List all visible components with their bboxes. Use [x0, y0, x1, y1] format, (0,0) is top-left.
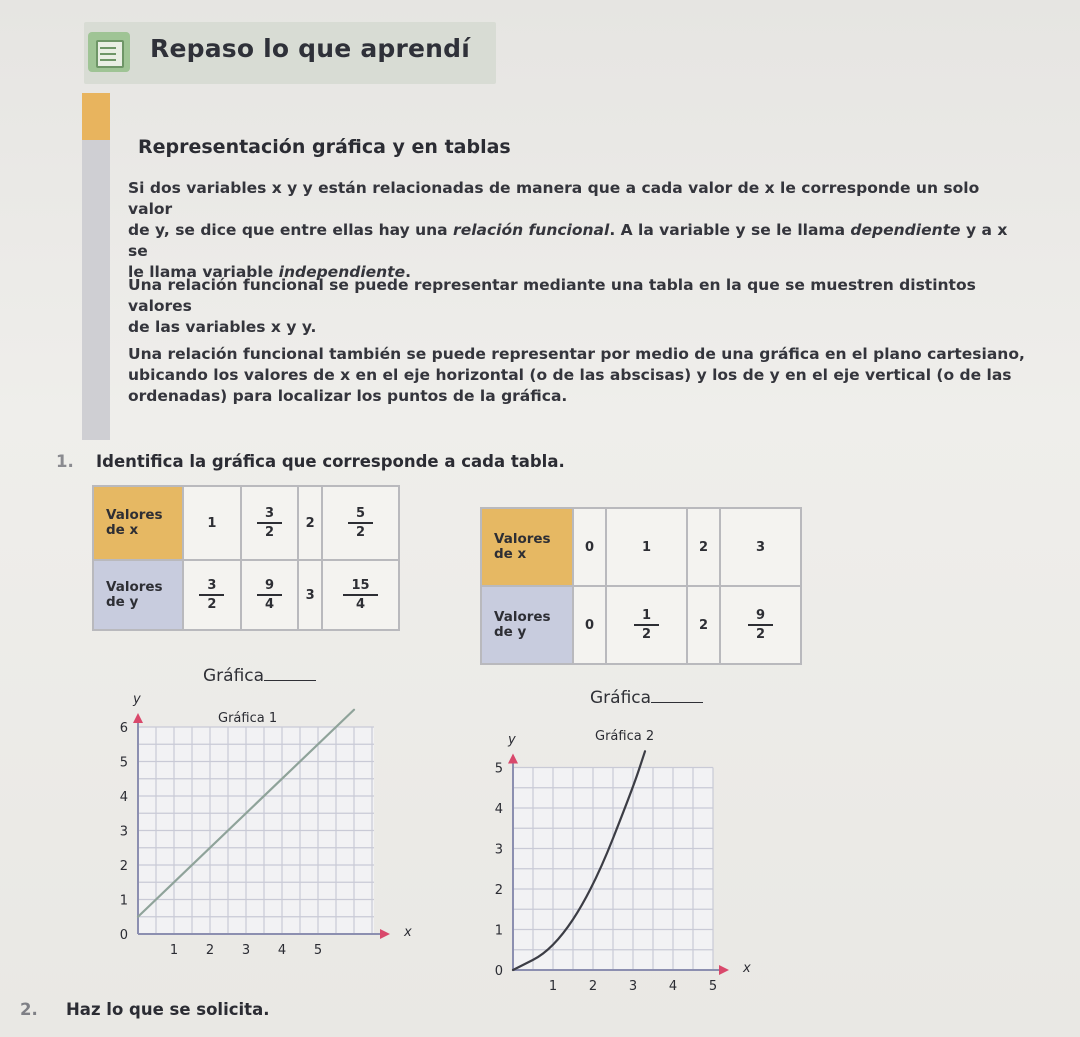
table-row-header-x: Valores de x [481, 508, 573, 586]
y-axis-label: y [508, 732, 516, 748]
y-tick-label: 3 [119, 824, 128, 840]
x-axis-arrow-icon [719, 965, 729, 975]
table-row-header-y: Valores de y [93, 560, 183, 630]
y-tick-label: 4 [494, 802, 503, 817]
section-side-bar [82, 140, 110, 440]
section-accent-bar [82, 93, 110, 142]
x-tick-label: 1 [169, 943, 179, 958]
y-tick-label: 6 [119, 721, 128, 736]
paragraph-table: Una relación funcional se puede representar mediante una tabla en la que se muestren distintos valores de las variables x y y. [128, 276, 976, 336]
table-row-header-y: Valores de y [481, 586, 573, 664]
table-row-header-x: Valores de x [93, 486, 183, 560]
table-cell: 1 [183, 486, 241, 560]
table-cell: 3 [720, 508, 801, 586]
answer-label-right: Gráfica [590, 688, 703, 708]
table-cell: $\frac{15}{4}$ [322, 560, 399, 630]
x-axis-label: x [404, 925, 412, 940]
x-tick-label: 2 [588, 979, 598, 994]
graph-2 [475, 720, 750, 1000]
table-cell: $\frac{9}{2}$ [720, 586, 801, 664]
x-tick-label: 5 [708, 979, 718, 994]
value-table-2 [480, 507, 802, 665]
y-tick-label: 2 [119, 859, 128, 874]
paragraph-definition: Si dos variables x y y están relacionadas de manera que a cada valor de x le corresponde un solo valor de y, se dice que entre ellas hay una relación funcional. A la variable y se le llama dependiente y a x se le llama variable independiente. [128, 179, 1008, 281]
y-axis-arrow-icon [508, 754, 518, 764]
table-cell: 1 [606, 508, 687, 586]
table-cell: $\frac{3}{2}$ [241, 486, 299, 560]
section-title: Representación gráfica y en tablas [138, 136, 511, 158]
y-tick-label: 0 [119, 928, 128, 943]
table-cell: 0 [573, 508, 606, 586]
chart-title: Gráfica 1 [218, 711, 278, 726]
y-tick-label: 4 [119, 790, 128, 805]
x-tick-label: 3 [628, 979, 638, 994]
table-cell: $\frac{1}{2}$ [606, 586, 687, 664]
x-tick-label: 1 [548, 979, 558, 994]
x-tick-label: 4 [668, 979, 678, 994]
y-tick-label: 2 [494, 883, 503, 898]
x-tick-label: 3 [241, 943, 251, 958]
x-tick-label: 4 [277, 943, 287, 958]
answer-label-left: Gráfica [203, 666, 316, 686]
table-cell: $\frac{3}{2}$ [183, 560, 241, 630]
y-tick-label: 0 [494, 964, 503, 979]
y-tick-label: 5 [494, 761, 503, 777]
table-cell: 0 [573, 586, 606, 664]
y-tick-label: 3 [494, 842, 503, 858]
table-cell: 2 [687, 586, 720, 664]
table-cell: $\frac{5}{2}$ [322, 486, 399, 560]
answer-blank-left[interactable] [264, 680, 316, 681]
y-tick-label: 5 [119, 755, 128, 771]
question-2: 2. Haz lo que se solicita. [20, 1000, 270, 1019]
y-axis-arrow-icon [133, 713, 143, 723]
chart-title: Gráfica 2 [595, 729, 655, 744]
table-cell: $\frac{9}{4}$ [241, 560, 299, 630]
review-notebook-icon [88, 32, 130, 72]
question-1: 1. Identifica la gráfica que corresponde a cada tabla. [56, 452, 565, 471]
answer-blank-right[interactable] [651, 702, 703, 703]
y-tick-label: 1 [494, 923, 503, 939]
graph-1 [100, 690, 412, 980]
x-tick-label: 2 [205, 943, 215, 958]
page-title: Repaso lo que aprendí [150, 34, 471, 63]
table-cell: 2 [687, 508, 720, 586]
table-cell: 3 [298, 560, 322, 630]
paragraph-graph: Una relación funcional también se puede representar por medio de una gráfica en el plano cartesiano, ubicando los valores de x en el eje horizontal (o de las abscisas) y los de y en el eje vertical (o de las ordenadas) para localizar los puntos de la gráfica. [128, 345, 1025, 405]
y-tick-label: 1 [119, 893, 128, 909]
x-tick-label: 5 [313, 943, 323, 958]
table-cell: 2 [298, 486, 322, 560]
x-axis-label: x [743, 961, 751, 976]
y-axis-label: y [133, 692, 141, 707]
value-table-1 [92, 485, 400, 631]
